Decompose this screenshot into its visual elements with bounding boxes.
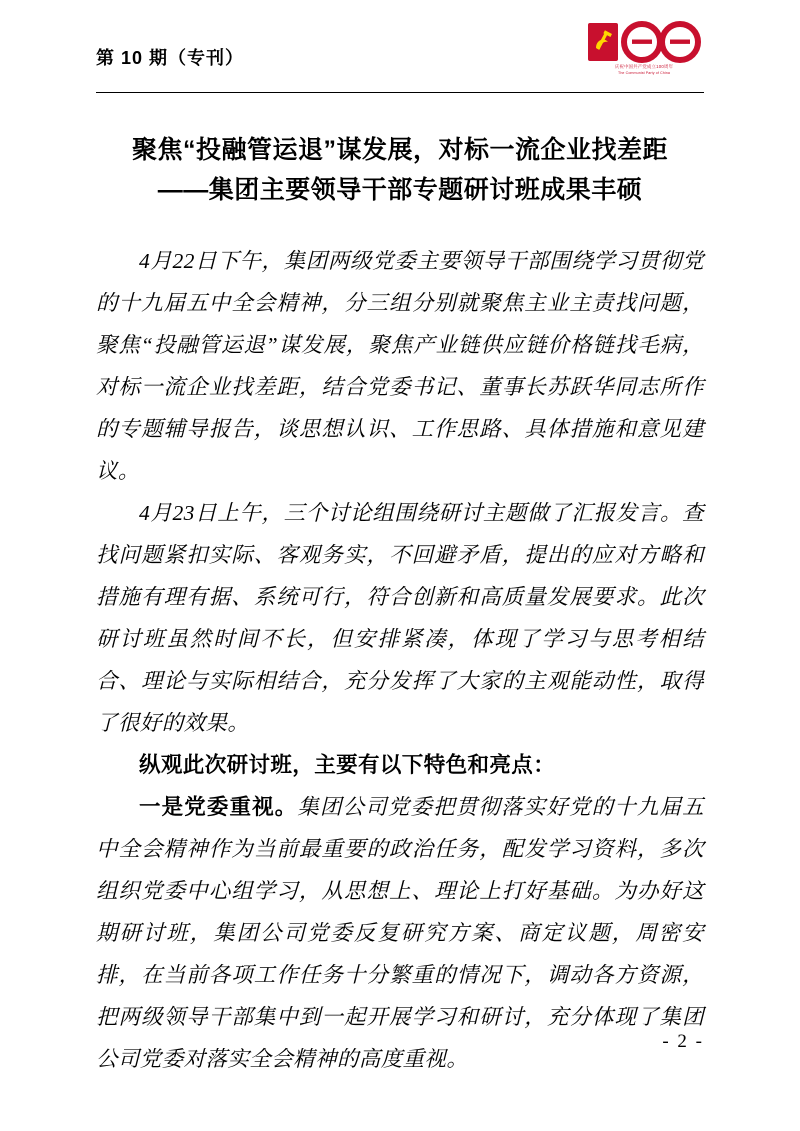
paragraph xyxy=(96,492,704,744)
page-header xyxy=(96,0,704,92)
paragraph-lead: 一是党委重视。 xyxy=(139,795,298,819)
paragraph-text: 4月22日下午，集团两级党委主要领导干部围绕学习贯彻党的十九届五中全会精神，分三组分别就聚焦主业主责找问题，聚焦“投融管运退”谋发展，聚焦产业链供应链价格链找毛病，对标一流企业找差距，结合党委书记、董事长苏跃华同志所作的专题辅导报告，谈思想认识、工作思路、具体措施和意见建议。 xyxy=(96,249,704,483)
header-divider xyxy=(96,92,704,93)
emblem-caption-english: The Communist Party of China xyxy=(618,71,670,75)
title-block xyxy=(96,130,704,210)
paragraph-text: 4月23日上午，三个讨论组围绕研讨主题做了汇报发言。查找问题紧扣实际、客观务实，不回避矛盾，提出的应对方略和措施有理有据、系统可行，符合创新和高质量发展要求。此次研讨班虽然时间不长，但安排紧凑，体现了学习与思考相结合、理论与实际相结合，充分发挥了大家的主观能动性，取得了很好的效果。 xyxy=(96,501,704,735)
emblem-caption-chinese: 庆祝中国共产党成立100周年 xyxy=(614,64,674,69)
article-body xyxy=(96,240,704,1080)
paragraph-text: 集团公司党委把贯彻落实好党的十九届五中全会精神作为当前最重要的政治任务，配发学习资料，多次组织党委中心组学习，从思想上、理论上打好基础。为办好这期研讨班，集团公司党委反复研究方案、商定议题，周密安排，在当前各项工作任务十分繁重的情况下，调动各方资源，把两级领导干部集中到一起开展学习和研讨，充分体现了集团公司党委对落实全会精神的高度重视。 xyxy=(96,795,704,1071)
paragraph xyxy=(96,786,704,1080)
page-number: - 2 - xyxy=(662,1031,704,1052)
page-title: 聚焦“投融管运退”谋发展，对标一流企业找差距 xyxy=(131,136,668,164)
issue-label: 第 10 期（专刊） xyxy=(96,48,245,68)
emblem-100-icon xyxy=(584,20,704,64)
paragraph xyxy=(96,744,704,786)
paragraph xyxy=(96,240,704,492)
page-subtitle: ——集团主要领导干部专题研讨班成果丰硕 xyxy=(157,176,643,204)
paragraph-lead: 纵观此次研讨班，主要有以下特色和亮点： xyxy=(139,753,556,777)
party-100th-anniversary-emblem xyxy=(584,20,704,82)
